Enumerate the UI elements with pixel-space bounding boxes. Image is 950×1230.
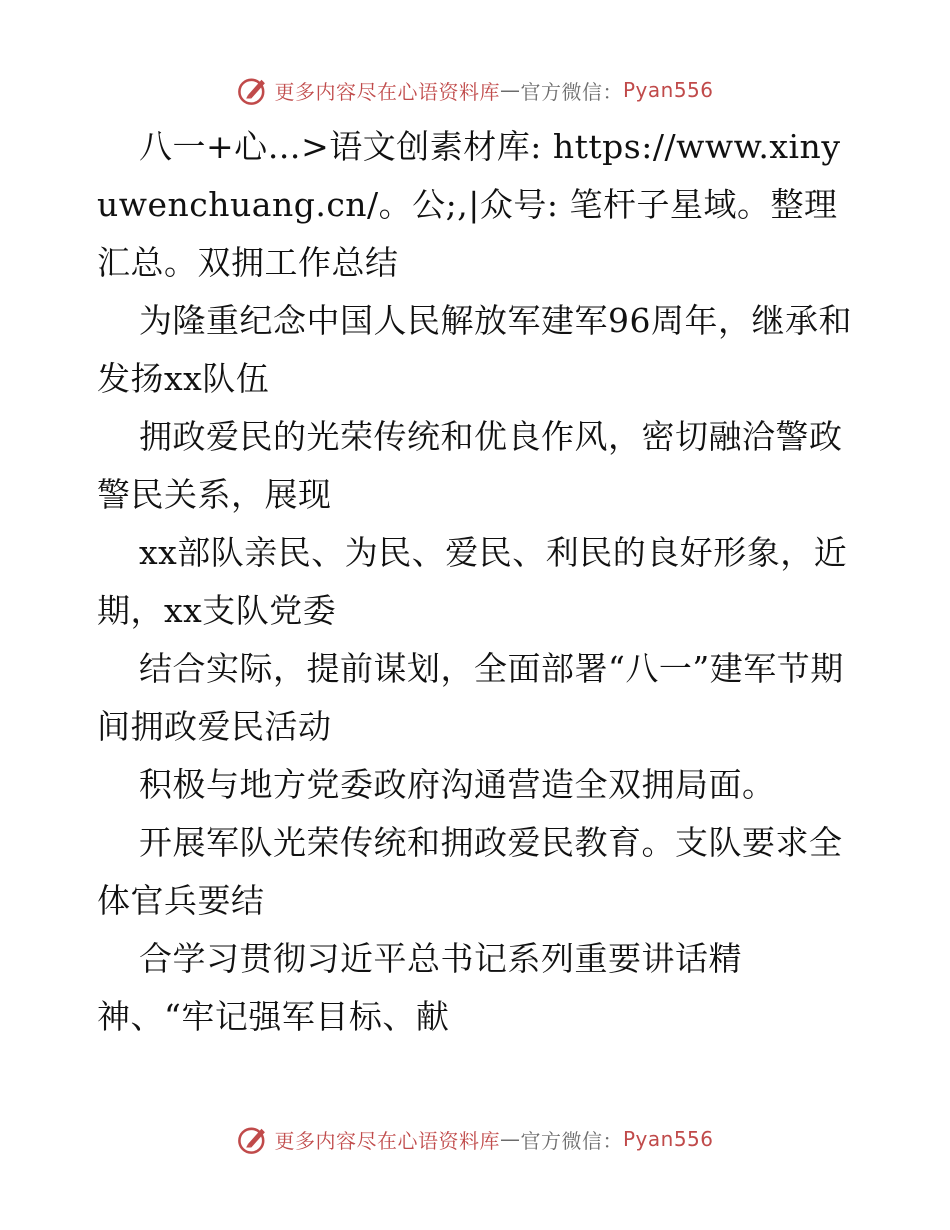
footer-banner <box>0 1121 950 1157</box>
document-body <box>97 118 857 1046</box>
paragraph-4: xx部队亲民、为民、爱民、利民的良好形象，近期，xx支队党委 <box>97 533 848 630</box>
banner-title: 更多内容尽在心语资料库 <box>274 79 500 104</box>
banner-contact-id: Pyan556 <box>622 1127 714 1151</box>
paragraph-1: 八一+心…>语文创素材库: https://www.xinyuwenchuang.cn/。公;,|众号: 笔杆子星域。整理汇总。双拥工作总结 <box>97 127 841 282</box>
banner-contact-label: 官方微信： <box>520 1128 623 1153</box>
paragraph-8: 合学习贯彻习近平总书记系列重要讲话精神、“牢记强军目标、献 <box>97 939 742 1036</box>
banner-separator: — <box>499 1127 521 1151</box>
paragraph-7: 开展军队光荣传统和拥政爱民教育。支队要求全体官兵要结 <box>97 823 843 920</box>
paragraph-2: 为隆重纪念中国人民解放军建军96周年，继承和发扬xx队伍 <box>97 301 852 398</box>
banner-separator: — <box>499 78 521 102</box>
paragraph-6: 积极与地方党委政府沟通营造全双拥局面。 <box>138 765 776 804</box>
banner-title: 更多内容尽在心语资料库 <box>274 1128 500 1153</box>
banner-contact-id: Pyan556 <box>622 78 714 102</box>
pen-logo-icon <box>236 1122 270 1156</box>
paragraph-3: 拥政爱民的光荣传统和优良作风，密切融洽警政警民关系，展现 <box>97 417 843 514</box>
paragraph-5: 结合实际，提前谋划，全面部署“八一”建军节期间拥政爱民活动 <box>97 649 844 746</box>
pen-logo-icon <box>236 73 270 107</box>
banner-contact-label: 官方微信： <box>520 79 623 104</box>
header-banner <box>0 72 950 108</box>
